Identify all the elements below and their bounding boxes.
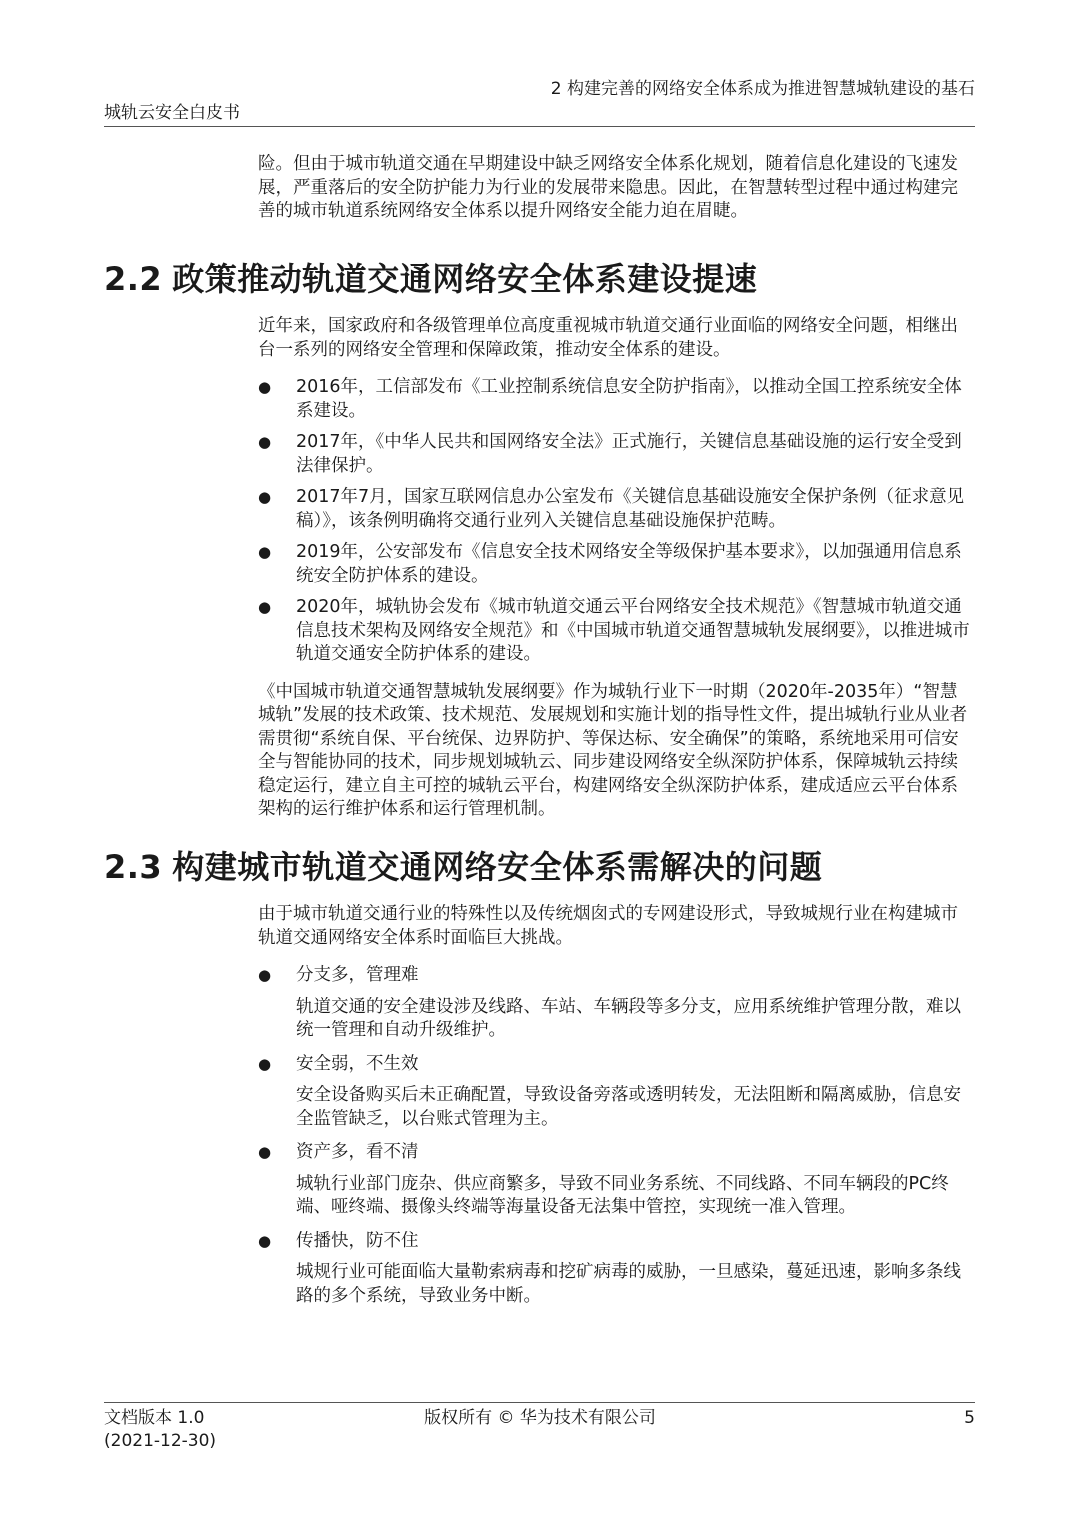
list-item-text: 2019年，公安部发布《信息安全技术网络安全等级保护基本要求》，以加强通用信息系统安全防护体系的建设。 bbox=[296, 542, 962, 586]
header-chapter-title: 2 构建完善的网络安全体系成为推进智慧城轨建设的基石 bbox=[550, 79, 975, 99]
list-item-desc: 安全设备购买后未正确配置，导致设备旁落或透明转发，无法阻断和隔离威胁，信息安全监管缺乏，以台账式管理为主。 bbox=[296, 1085, 961, 1129]
section-lead: 近年来，国家政府和各级管理单位高度重视城市轨道交通行业面临的网络安全问题，相继出台一系列的网络安全管理和保障政策，推动安全体系的建设。 bbox=[258, 316, 958, 360]
list-item-title: 传播快，防不住 bbox=[296, 1230, 419, 1251]
section-2-3-body bbox=[258, 903, 970, 1308]
bullet-icon: ● bbox=[258, 1054, 272, 1073]
bullet-icon: ● bbox=[258, 378, 272, 396]
list-item-desc: 城规行业可能面临大量勒索病毒和挖矿病毒的威胁，一旦感染，蔓延迅速，影响多条线路的多个系统，导致业务中断。 bbox=[296, 1262, 961, 1306]
bullet-icon: ● bbox=[258, 598, 272, 616]
intro-paragraph: 险。但由于城市轨道交通在早期建设中缺乏网络安全体系化规划，随着信息化建设的飞速发展，严重落后的安全防护能力为行业的发展带来隐患。因此，在智慧转型过程中通过构建完善的城市轨道系统网络安全体系以提升网络安全能力迫在眉睫。 bbox=[258, 154, 958, 221]
page-number: 5 bbox=[964, 1408, 975, 1428]
list-item bbox=[258, 486, 970, 533]
list-item bbox=[258, 431, 970, 478]
header-divider bbox=[104, 126, 975, 127]
list-item-desc: 城轨行业部门庞杂、供应商繁多，导致不同业务系统、不同线路、不同车辆段的PC终端、哑终端、摄像头终端等海量设备无法集中管控，实现统一准入管理。 bbox=[296, 1173, 949, 1217]
list-item-title: 安全弱，不生效 bbox=[296, 1053, 419, 1074]
footer-copyright: 版权所有 © 华为技术有限公司 bbox=[424, 1408, 656, 1428]
section-title: 政策推动轨道交通网络安全体系建设提速 bbox=[172, 260, 758, 298]
list-item bbox=[258, 1053, 970, 1132]
section-number: 2.3 bbox=[104, 848, 163, 886]
list-item-title: 分支多，管理难 bbox=[296, 965, 419, 985]
bullet-icon: ● bbox=[258, 966, 272, 984]
list-item bbox=[258, 964, 970, 1043]
section-lead: 由于城市轨道交通行业的特殊性以及传统烟囱式的专网建设形式，导致城规行业在构建城市轨道交通网络安全体系时面临巨大挑战。 bbox=[258, 904, 958, 948]
bullet-icon: ● bbox=[258, 1143, 272, 1161]
list-item-desc: 轨道交通的安全建设涉及线路、车站、车辆段等多分支，应用系统维护管理分散，难以统一管理和自动升级维护。 bbox=[296, 996, 961, 1040]
section-2-2-body bbox=[258, 315, 970, 822]
list-item bbox=[258, 596, 970, 667]
policy-list bbox=[258, 376, 970, 667]
challenge-list bbox=[258, 964, 970, 1308]
header-doc-title: 城轨云安全白皮书 bbox=[104, 103, 240, 123]
bullet-icon: ● bbox=[258, 433, 272, 451]
section-number: 2.2 bbox=[104, 260, 163, 298]
list-item-text: 2017年，《中华人民共和国网络安全法》正式施行，关键信息基础设施的运行安全受到法律保护。 bbox=[296, 432, 962, 476]
document-date: (2021-12-30) bbox=[104, 1431, 217, 1451]
list-item-text: 2017年7月，国家互联网信息办公室发布《关键信息基础设施安全保护条例（征求意见稿）》，该条例明确将交通行业列入关键信息基础设施保护范畴。 bbox=[296, 487, 965, 531]
list-item-title: 资产多，看不清 bbox=[296, 1142, 419, 1162]
bullet-icon: ● bbox=[258, 543, 272, 561]
footer-divider bbox=[104, 1402, 975, 1403]
list-item-text: 2016年，工信部发布《工业控制系统信息安全防护指南》，以推动全国工控系统安全体系建设。 bbox=[296, 377, 962, 421]
list-item bbox=[258, 541, 970, 588]
section-2-2-heading bbox=[104, 259, 757, 299]
list-item bbox=[258, 1141, 970, 1220]
bullet-icon: ● bbox=[258, 488, 272, 506]
list-item bbox=[258, 1230, 970, 1309]
section-title: 构建城市轨道交通网络安全体系需解决的问题 bbox=[172, 848, 823, 886]
section-2-3-heading bbox=[104, 847, 822, 887]
bullet-icon: ● bbox=[258, 1231, 272, 1250]
document-version: 文档版本 1.0 bbox=[104, 1408, 205, 1428]
list-item-text: 2020年，城轨协会发布《城市轨道交通云平台网络安全技术规范》《智慧城市轨道交通信息技术架构及网络安全规范》和《中国城市轨道交通智慧城轨发展纲要》，以推进城市轨道交通安全防护体系的建设。 bbox=[296, 597, 970, 664]
list-item bbox=[258, 376, 970, 423]
section-closing: 《中国城市轨道交通智慧城轨发展纲要》作为城轨行业下一时期（2020年-2035年）“智慧城轨”发展的技术政策、技术规范、发展规划和实施计划的指导性文件，提出城轨行业从业者需贯彻“系统自保、平台统保、边界防护、等保达标、安全确保”的策略，系统地采用可信安全与智能协同的技术，同步规划城轨云、同步建设网络安全纵深防护体系，保障城轨云持续稳定运行，建立自主可控的城轨云平台，构建网络安全纵深防护体系，建成适应云平台体系架构的运行维护体系和运行管理机制。 bbox=[258, 681, 968, 819]
